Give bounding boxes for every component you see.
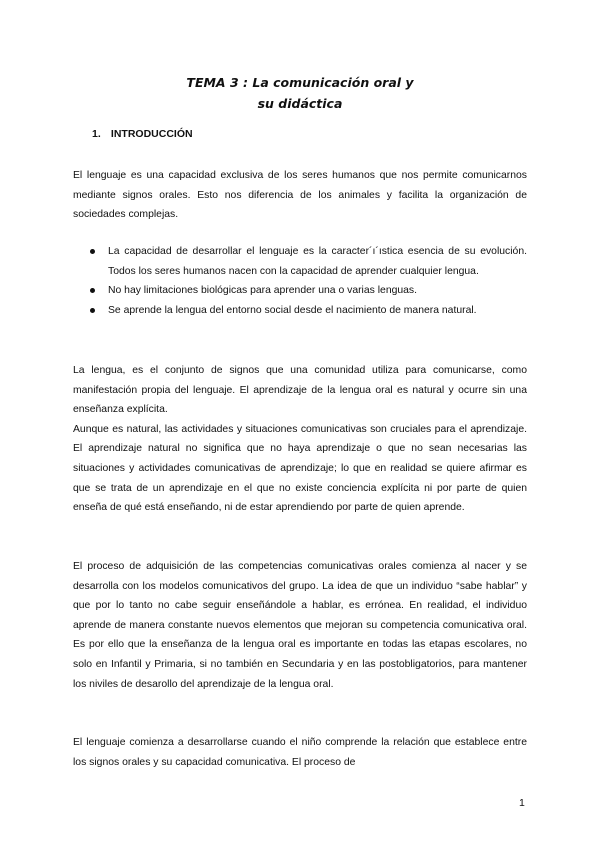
title-line-2: su didáctica <box>257 96 343 111</box>
paragraph-4: El proceso de adquisición de las competencias comunicativas orales comienza al nacer y se desarrolla con los modelos comunicativos del grupo. La idea de que un individuo “sabe hablar” y que por lo tanto no cabe seguir enseñándole a hablar, es errónea. En realidad, el individuo aprende de manera constante nuevos elementos que mejoran su competencia comunicativa oral. Es por ello que la enseñanza de la lengua oral es importante en todas las etapas escolares, no solo en Infantil y Primaria, si no también en Secundaria y en las postobligatorios, para mantener los niviles de desarollo del aprendizaje de la lengua oral. <box>73 561 527 690</box>
paragraph-block-4 <box>73 557 527 694</box>
title-line-1: TEMA 3 : La comunicación oral y <box>186 75 414 90</box>
paragraph-1: El lenguaje es una capacidad exclusiva de los seres humanos que nos permite comunicarnos mediante signos orales. Esto nos diferencia de los animales y facilita la organización de sociedades complejas. <box>73 170 527 221</box>
bullet-icon <box>90 288 95 293</box>
paragraph-5: El lenguaje comienza a desarrollarse cuando el niño comprende la relación que establece entre los signos orales y su capacidad comunicativa. El proceso de <box>73 737 527 768</box>
bullet-text: La capacidad de desarrollar el lenguaje es la caracter´ı´ıstica esencia de su evolución. Todos los seres humanos nacen con la capacidad de aprender cualquier lengua. <box>108 246 527 277</box>
paragraph-2: La lengua, es el conjunto de signos que una comunidad utiliza para comunicarse, como manifestación propia del lenguaje. El aprendizaje de la lengua oral es natural y ocurre sin una enseñanza explícita. <box>73 365 527 416</box>
section-title: INTRODUCCIÓN <box>110 128 193 140</box>
page-number: 1 <box>519 797 525 809</box>
bullet-item <box>90 281 527 301</box>
bullet-text: No hay limitaciones biológicas para aprender una o varias lenguas. <box>108 285 418 297</box>
bullet-icon <box>90 308 95 313</box>
section-heading <box>92 128 193 140</box>
paragraph-3: Aunque es natural, las actividades y situaciones comunicativas son cruciales para el aprendizaje. El aprendizaje natural no significa que no haya aprendizaje o que no sean necesarias las situaciones y actividades comunicativas de aprendizaje; lo que en realidad se quiere afirmar es que se trata de un aprendizaje en el que no existe conciencia explícita ni por parte de quien enseña de qué está enseñando, ni de estar aprendiendo por parte de quien aprende. <box>73 423 527 514</box>
bullet-icon <box>90 249 95 254</box>
bullet-list <box>90 242 527 320</box>
paragraph-intro <box>73 166 527 225</box>
bullet-text: Se aprende la lengua del entorno social desde el nacimiento de manera natural. <box>108 304 477 316</box>
paragraph-block-2 <box>73 361 527 518</box>
section-number: 1. <box>92 128 101 140</box>
bullet-item <box>90 301 527 321</box>
paragraph-block-5 <box>73 733 527 772</box>
bullet-item <box>90 242 527 281</box>
document-title <box>0 72 600 114</box>
